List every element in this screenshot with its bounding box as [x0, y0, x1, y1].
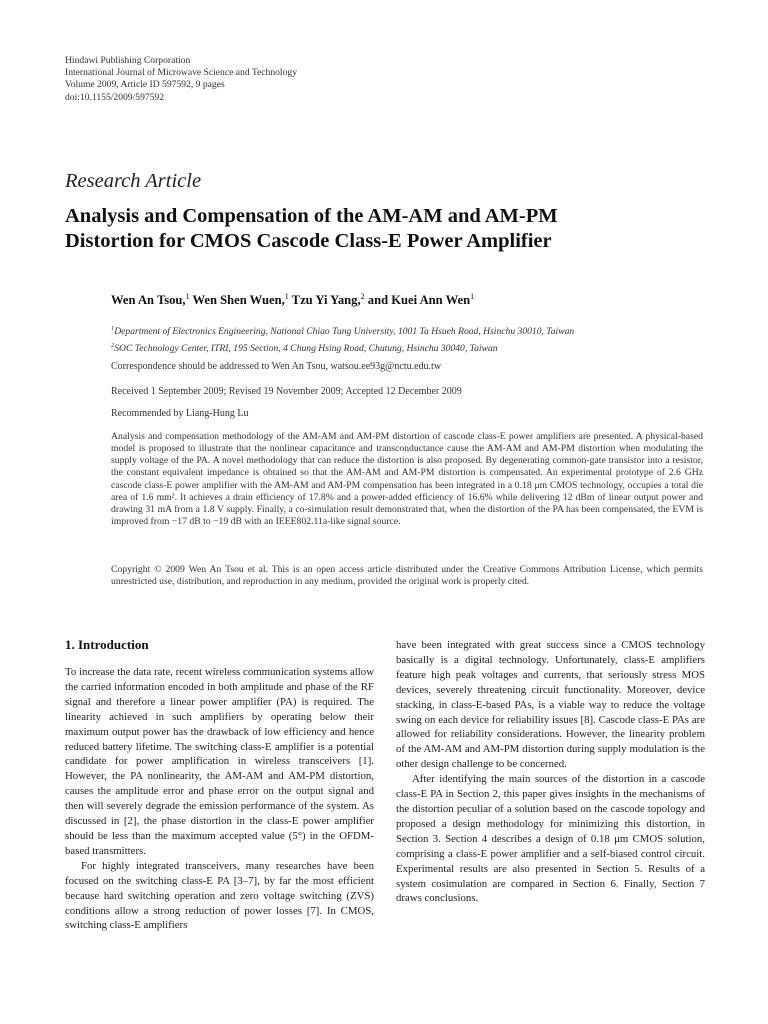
affiliation-marker: 1 [185, 292, 190, 301]
right-column [396, 638, 705, 906]
affiliation-text: Department of Electronics Engineering, National Chiao Tung University, 1001 Ta Hsueh Road, Hsinchu 30010, Taiwan [114, 326, 575, 338]
section-heading: 1. Introduction [65, 637, 149, 652]
doi-link[interactable]: doi:10.1155/2009/597592 [65, 91, 165, 103]
author-name: and Kuei Ann Wen [364, 293, 471, 308]
volume-info: Volume 2009, Article ID 597592, 9 pages [65, 79, 225, 91]
title-line-1: Analysis and Compensation of the AM-AM and AM-PM [65, 205, 558, 227]
affiliation-marker: 1 [111, 325, 115, 332]
received-dates: Received 1 September 2009; Revised 19 November 2009; Accepted 12 December 2009 [111, 386, 462, 397]
body-paragraph: After identifying the main sources of the distortion in a cascode class-E PA in Section 2, this paper gives insights in the mechanisms of the distortion peculiar of a solution based on the cascode topology and proposed a design methodology for minimizing this distortion, in Section 3. Section 4 describes a design of 0.18 μm CMOS solution, comprising a class-E power amplifier and a self-biased control circuit. Experimental results are also presented in Section 5. Results of a system cosimulation are compared in Section 6. Finally, Section 7 draws conclusions. [396, 773, 705, 905]
affiliations [111, 322, 731, 356]
paper-title [65, 204, 725, 254]
article-type: Research Article [65, 170, 202, 192]
body-paragraph: have been integrated with great success since a CMOS technology basically is a digital technology. Unfortunately, class-E amplifiers feature high peak voltages and currents, that seriously stress MOS devices, severely threatening circuit functionality. Moreover, device stacking, in class-E-based PAs, is a viable way to reduce the voltage swing on each device for reliability issues [8]. Cascode class-E PAs are allowed for reliability considerations. However, the linearity problem of the AM-AM and AM-PM distortion during supply modulation is the other design challenge to be concerned. [396, 639, 705, 771]
author-name: Tzu Yi Yang, [288, 293, 361, 308]
publisher: Hindawi Publishing Corporation [65, 55, 191, 66]
affiliation-marker: 2 [360, 292, 365, 301]
left-column [65, 665, 374, 933]
author-list [111, 292, 731, 308]
correspondence: Correspondence should be addressed to Wen An Tsou, watsou.ee93g@nctu.edu.tw [111, 361, 442, 372]
journal-name: International Journal of Microwave Science and Technology [65, 67, 297, 79]
copyright-notice: Copyright © 2009 Wen An Tsou et al. This is an open access article distributed under the Creative Commons Attribution License, which permits unrestricted use, distribution, and reproduction in any medium, provided the original work is properly cited. [111, 564, 703, 588]
affiliation-1 [111, 322, 731, 339]
journal-header [65, 55, 485, 104]
abstract: Analysis and compensation methodology of the AM-AM and AM-PM distortion of cascode class-E power amplifiers are presented. A physical-based model is proposed to illustrate that the nonlinear capacitance and transconductance cause the AM-AM and AM-PM distortion when modulating the supply voltage of the PA. A novel methodology that can reduce the distortion is also proposed. By degenerating common-gate transistor into a resistor, the constant equivalent impedance is obtained so that the AM-AM and AM-PM distortion is compensated. An experimental prototype of 2.6 GHz cascode class-E power amplifier with the AM-AM and AM-PM compensation has been integrated in a 0.18 μm CMOS technology, occupies a total die area of 1.6 mm². It achieves a drain efficiency of 17.8% and a power-added efficiency of 16.6% while delivering 12 dBm of linear output power and drawing 31 mA from a 1.8 V supply. Finally, a co-simulation result demonstrated that, when the distortion of the PA has been compensated, the EVM is improved from −17 dB to −19 dB with an IEEE802.11a-like signal source. [111, 431, 703, 528]
recommended-by: Recommended by Liang-Hung Lu [111, 408, 249, 419]
author-name: Wen An Tsou, [111, 293, 186, 308]
affiliation-marker: 1 [470, 292, 475, 301]
title-line-2: Distortion for CMOS Cascode Class-E Power Amplifier [65, 230, 552, 252]
affiliation-marker: 1 [284, 292, 289, 301]
affiliation-text: SOC Technology Center, ITRI, 195 Section, 4 Chung Hsing Road, Chutung, Hsinchu 30040, Taiwan [114, 343, 498, 355]
body-paragraph: To increase the data rate, recent wireless communication systems allow the carried information encoded in both amplitude and phase of the RF signal and therefore a linear power amplifier (PA) is required. The linearity achieved in such amplifiers by operating below their maximum output power has the drawback of low efficiency and hence reduced battery lifetime. The switching class-E amplifier is a potential candidate for power amplification in wireless transceivers [1]. However, the PA nonlinearity, the AM-AM and AM-PM distortion, causes the amplitude error and phase error on the output signal and then will severely degrade the emission performance of the system. As discussed in [2], the phase distortion in the class-E power amplifier should be less than the maximum accepted value (5°) in the OFDM-based transmitters. [65, 666, 374, 857]
affiliation-marker: 2 [111, 342, 115, 350]
author-name: Wen Shen Wuen, [189, 293, 285, 308]
affiliation-2 [111, 339, 731, 356]
body-paragraph: For highly integrated transceivers, many researches have been focused on the switching class-E PA [3–7], by far the most efficient because hard switching operation and zero voltage switching (ZVS) conditions allow a strong reduction of power losses [7]. In CMOS, switching class-E amplifiers [65, 859, 374, 932]
